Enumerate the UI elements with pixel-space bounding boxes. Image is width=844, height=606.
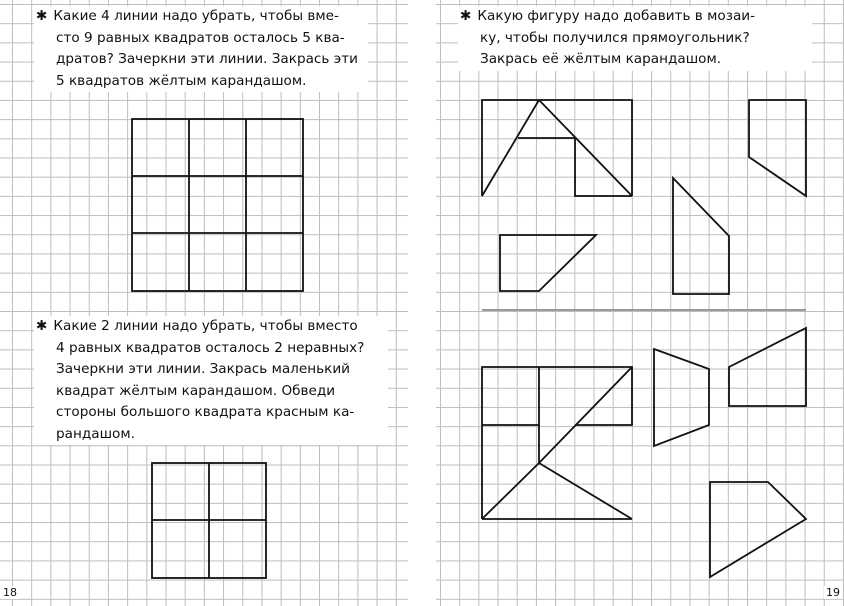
star-bullet-icon: ✱: [460, 8, 472, 24]
nine-squares-figure: [132, 119, 303, 291]
task-2-text: ✱ Какие 2 линии надо убрать, чтобы вместо 4 равных квадратов осталось 2 неравных? Зачеркни эти линии. Закрась маленький квадрат жёлтым карандашом. Обведи стороны большого квадрата красным ка- рандашом.: [34, 316, 388, 445]
mosaic-1-option-c[interactable]: [500, 235, 596, 291]
task-3-text: ✱ Какую фигуру надо добавить в мозаи- ку, чтобы получился прямоугольник? Закрась её жёлтым карандашом.: [458, 6, 812, 71]
mosaic-1-figure: [482, 100, 632, 196]
mosaic-1-option-b[interactable]: [673, 178, 729, 294]
mosaic-1-option-a[interactable]: [749, 100, 806, 196]
mosaic-2-figure: [482, 367, 632, 519]
star-bullet-icon: ✱: [36, 8, 48, 24]
mosaic-2-option-b[interactable]: [729, 328, 806, 406]
task-1-text: ✱ Какие 4 линии надо убрать, чтобы вме- сто 9 равных квадратов осталось 5 ква- дратов? Зачеркни эти линии. Закрась эти 5 квадратов жёлтым карандашом.: [34, 6, 368, 92]
mosaic-2-option-c[interactable]: [710, 482, 806, 577]
mosaic-2-option-a[interactable]: [654, 349, 709, 446]
four-squares-figure: [152, 463, 266, 578]
page-number-right: 19: [826, 586, 840, 599]
page-number-left: 18: [3, 586, 17, 599]
star-bullet-icon: ✱: [36, 318, 48, 334]
